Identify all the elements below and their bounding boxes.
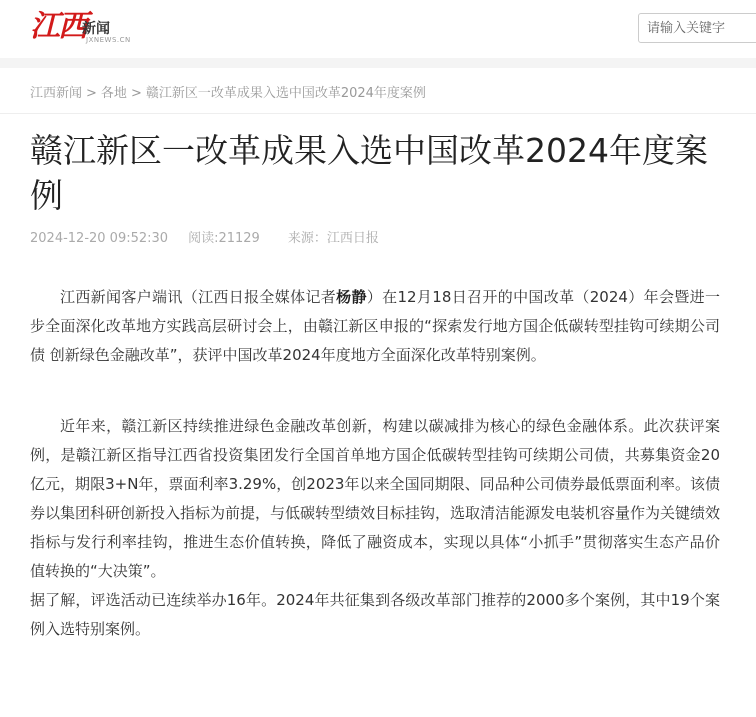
header-band bbox=[0, 58, 756, 68]
paragraph-1: 江西新闻客户端讯（江西日报全媒体记者杨静）在12月18日召开的中国改革（2024）年会暨进一步全面深化改革地方实践高层研讨会上，由赣江新区申报的“探索发行地方国企低碳转型挂钩可续期公司债 创新绿色金融改革”，获评中国改革2024年度地方全面深化改革特别案例。 bbox=[30, 288, 720, 364]
site-header bbox=[0, 0, 756, 58]
article-meta bbox=[30, 227, 399, 246]
article-body bbox=[30, 283, 720, 644]
divider bbox=[0, 113, 756, 114]
publish-datetime: 2024-12-20 09:52:30 bbox=[30, 231, 169, 246]
site-logo[interactable] bbox=[30, 8, 130, 50]
logo-domain-text: JXNEWS.CN bbox=[86, 36, 131, 44]
breadcrumb-home-link[interactable]: 江西新闻 bbox=[30, 86, 83, 101]
paragraph-gap bbox=[30, 370, 720, 412]
logo-news-text: 新闻 bbox=[82, 21, 110, 37]
breadcrumb-local-link[interactable]: 各地 bbox=[100, 86, 127, 101]
article-source: 来源：江西日报 bbox=[287, 231, 379, 246]
search-input[interactable] bbox=[638, 13, 756, 43]
logo-calligraphy: 江西 bbox=[30, 9, 86, 44]
article-title: 赣江新区一改革成果入选中国改革2024年度案例 bbox=[30, 131, 708, 215]
read-count: 阅读:21129 bbox=[188, 231, 260, 246]
paragraph-2: 近年来，赣江新区持续推进绿色金融改革创新，构建以碳减排为核心的绿色金融体系。此次获评案例，是赣江新区指导江西省投资集团发行全国首单地方国企低碳转型挂钩可续期公司债，共募集资金20亿元，期限3+N年，票面利率3.29%，创2023年以来全国同期限、同品种公司债券最低票面利率。该债券以集团科研创新投入指标为前提，与低碳转型绩效目标挂钩，选取清洁能源发电装机容量作为关键绩效指标与发行利率挂钩，推进生态价值转换，降低了融资成本，实现以具体“小抓手”贯彻落实生态产品价值转换的“大决策”。 bbox=[30, 417, 721, 580]
breadcrumb-current: 赣江新区一改革成果入选中国改革2024年度案例 bbox=[145, 86, 426, 101]
paragraph-3: 据了解，评选活动已连续举办16年。2024年共征集到各级改革部门推荐的2000多个案例，其中19个案例入选特别案例。 bbox=[30, 591, 720, 638]
breadcrumb-separator: > bbox=[86, 86, 97, 101]
breadcrumb-separator: > bbox=[130, 86, 142, 101]
reporter-name: 杨静 bbox=[336, 288, 367, 306]
breadcrumb bbox=[30, 82, 426, 101]
